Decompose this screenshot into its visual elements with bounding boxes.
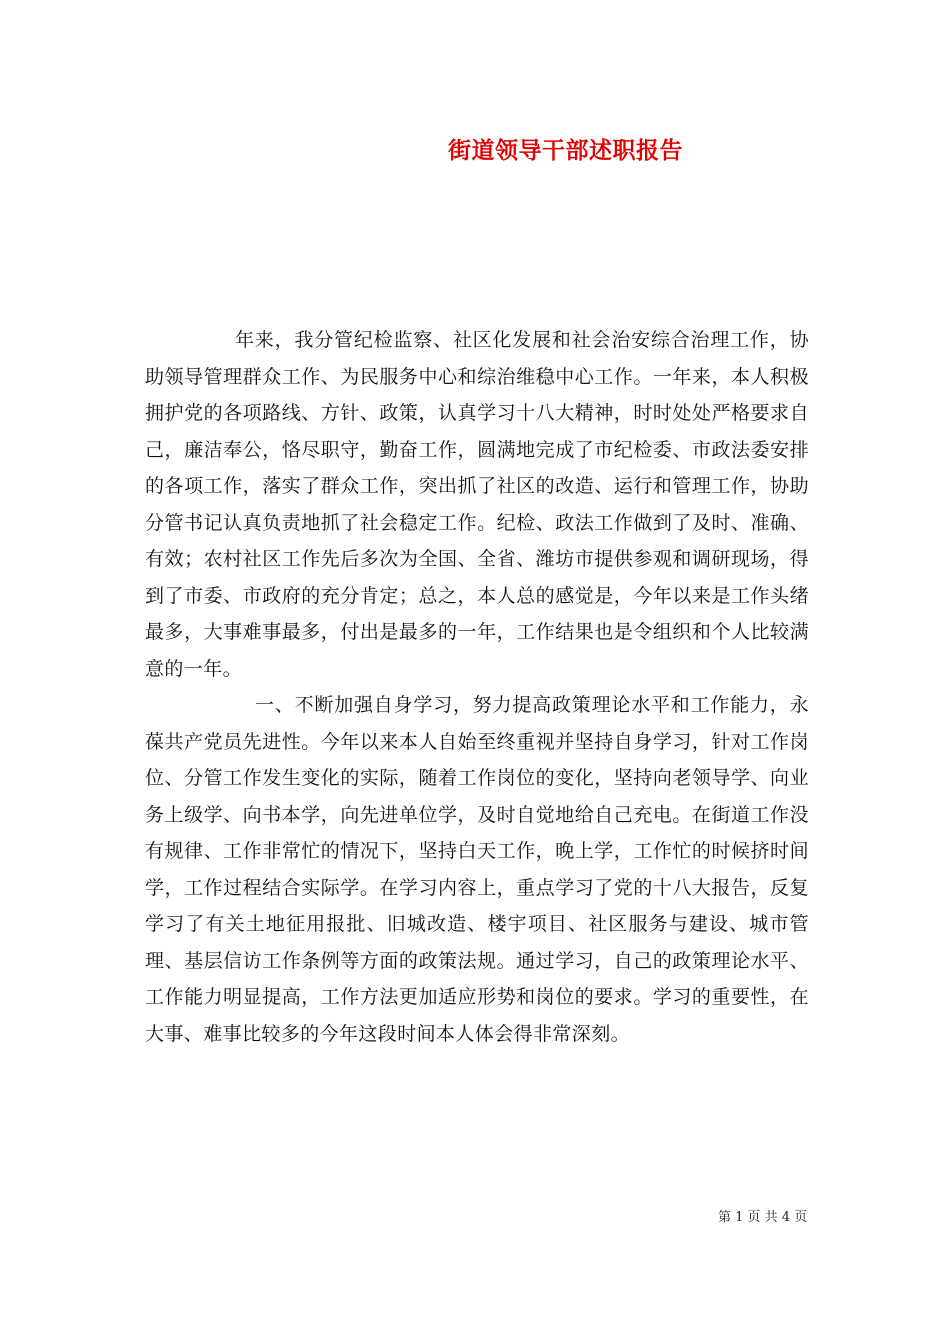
paragraph-section-1: 一、不断加强自身学习，努力提高政策理论水平和工作能力，永葆共产党员先进性。今年以来本人自始至终重视并坚持自身学习，针对工作岗位、分管工作发生变化的实际，随着工作岗位的变化，坚持向老领导学、向业务上级学、向书本学，向先进单位学，及时自觉地给自己充电。在街道工作没有规律、工作非常忙的情况下，坚持白天工作，晚上学，工作忙的时候挤时间学，工作过程结合实际学。在学习内容上，重点学习了党的十八大报告，反复学习了有关土地征用报批、旧城改造、楼宇项目、社区服务与建设、城市管理、基层信访工作条例等方面的政策法规。通过学习，自己的政策理论水平、工作能力明显提高，工作方法更加适应形势和岗位的要求。学习的重要性，在大事、难事比较多的今年这段时间本人体会得非常深刻。 xyxy=(145,694,809,1045)
page-number-footer: 第 1 页 共 4 页 xyxy=(718,1210,808,1225)
document-title: 街道领导干部述职报告 xyxy=(448,137,683,164)
document-body xyxy=(145,322,809,1052)
paragraph-intro: 年来，我分管纪检监察、社区化发展和社会治安综合治理工作，协助领导管理群众工作、为民服务中心和综治维稳中心工作。一年来，本人积极拥护党的各项路线、方针、政策，认真学习十八大精神，时时处处严格要求自己，廉洁奉公，恪尽职守，勤奋工作，圆满地完成了市纪检委、市政法委安排的各项工作，落实了群众工作，突出抓了社区的改造、运行和管理工作，协助分管书记认真负责地抓了社会稳定工作。纪检、政法工作做到了及时、准确、有效；农村社区工作先后多次为全国、全省、潍坊市提供参观和调研现场，得到了市委、市政府的充分肯定；总之，本人总的感觉是，今年以来是工作头绪最多，大事难事最多，付出是最多的一年，工作结果也是令组织和个人比较满意的一年。 xyxy=(145,329,809,680)
